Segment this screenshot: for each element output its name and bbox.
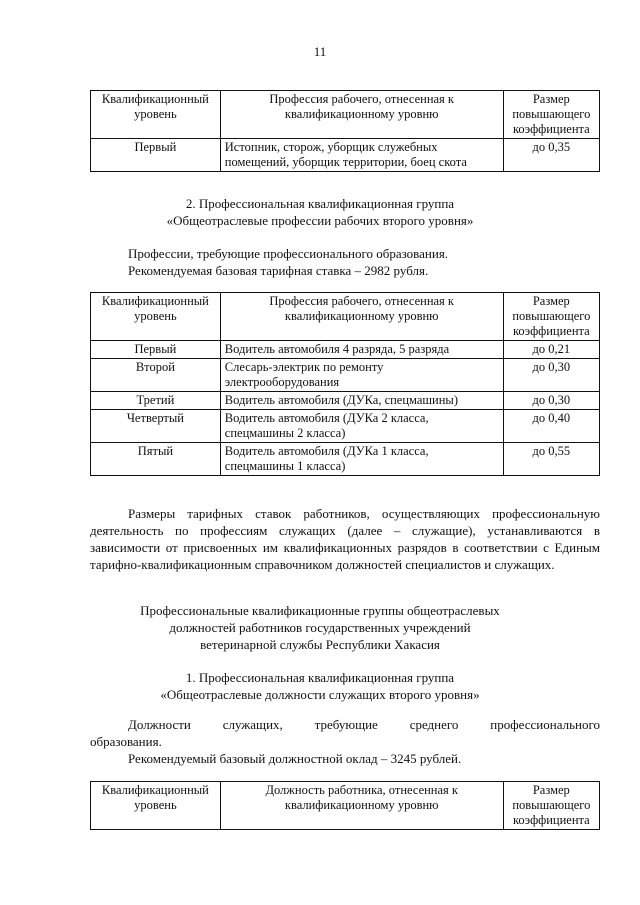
table-row bbox=[91, 359, 600, 392]
cell-coefficient: до 0,30 bbox=[503, 392, 599, 410]
table-row bbox=[91, 443, 600, 476]
word: служащих, bbox=[222, 717, 283, 732]
group2-desc-line2: Рекомендуемая базовая тарифная ставка – 2982 рубля. bbox=[128, 263, 429, 278]
cell-level: Третий bbox=[91, 392, 221, 410]
section-heading-line3: ветеринарной службы Республики Хакасия bbox=[200, 637, 440, 652]
cell-coefficient: до 0,40 bbox=[503, 410, 599, 443]
group1-heading bbox=[0, 669, 640, 703]
header-level: Квалификационный уровень bbox=[91, 293, 221, 341]
cell-level: Пятый bbox=[91, 443, 221, 476]
group1-desc-line3: Рекомендуемый базовый должностной оклад – 3245 рублей. bbox=[128, 751, 462, 766]
header-coefficient: Размер повышающего коэффициента bbox=[503, 91, 599, 139]
group1-desc-line1 bbox=[90, 716, 600, 733]
table-row bbox=[91, 139, 600, 172]
page-number: 11 bbox=[313, 44, 327, 59]
cell-profession: Водитель автомобиля (ДУКа, спецмашины) bbox=[220, 392, 503, 410]
section-heading-line1: Профессиональные квалификационные группы общеотраслевых bbox=[140, 603, 500, 618]
cell-level: Первый bbox=[91, 139, 221, 172]
header-coefficient: Размер повышающего коэффициента bbox=[503, 293, 599, 341]
cell-coefficient: до 0,55 bbox=[503, 443, 599, 476]
header-profession: Профессия рабочего, отнесенная к квалификационному уровню bbox=[220, 91, 503, 139]
table-header-row bbox=[91, 293, 600, 341]
cell-coefficient: до 0,21 bbox=[503, 341, 599, 359]
tariff-paragraph: Размеры тарифных ставок работников, осуществляющих профессиональную деятельность по профессиям служащих (далее – служащие), устанавливаются в зависимости от присвоенных им квалификационных разрядов в соответствии с Единым тарифно-квалификационным справочником должностей специалистов и служащих. bbox=[90, 506, 600, 572]
cell-level: Второй bbox=[91, 359, 221, 392]
group1-desc-line2: образования. bbox=[90, 734, 162, 749]
section-heading bbox=[0, 602, 640, 653]
group1-description bbox=[90, 716, 600, 767]
cell-coefficient: до 0,30 bbox=[503, 359, 599, 392]
cell-profession: Водитель автомобиля (ДУКа 2 класса, спецмашины 2 класса) bbox=[220, 410, 503, 443]
group2-desc-line1: Профессии, требующие профессионального образования. bbox=[128, 246, 449, 261]
cell-profession: Водитель автомобиля (ДУКа 1 класса, спецмашины 1 класса) bbox=[220, 443, 503, 476]
table-workers-level2 bbox=[90, 292, 600, 476]
table-header-row bbox=[91, 782, 600, 830]
group1-heading-line1: 1. Профессиональная квалификационная группа bbox=[185, 670, 455, 685]
group1-heading-line2: «Общеотраслевые должности служащих второго уровня» bbox=[160, 687, 480, 702]
word: профессионального bbox=[490, 717, 600, 732]
word: Должности bbox=[128, 717, 191, 732]
header-profession: Профессия рабочего, отнесенная к квалификационному уровню bbox=[220, 293, 503, 341]
table-employees-level2 bbox=[90, 781, 600, 830]
cell-profession: Водитель автомобиля 4 разряда, 5 разряда bbox=[220, 341, 503, 359]
table-row bbox=[91, 341, 600, 359]
header-position: Должность работника, отнесенная к квалификационному уровню bbox=[220, 782, 503, 830]
cell-level: Четвертый bbox=[91, 410, 221, 443]
header-level: Квалификационный уровень bbox=[91, 782, 221, 830]
word: требующие bbox=[314, 717, 378, 732]
table-row bbox=[91, 410, 600, 443]
group2-heading bbox=[0, 195, 640, 229]
cell-coefficient: до 0,35 bbox=[503, 139, 599, 172]
table-workers-level1 bbox=[90, 90, 600, 172]
table-row bbox=[91, 392, 600, 410]
cell-profession: Слесарь-электрик по ремонту электрооборудования bbox=[220, 359, 503, 392]
header-coefficient: Размер повышающего коэффициента bbox=[503, 782, 599, 830]
header-level: Квалификационный уровень bbox=[91, 91, 221, 139]
word: среднего bbox=[409, 717, 459, 732]
group2-description bbox=[90, 245, 600, 279]
cell-level: Первый bbox=[91, 341, 221, 359]
cell-profession: Истопник, сторож, уборщик служебных помещений, уборщик территории, боец скота bbox=[220, 139, 503, 172]
group2-heading-line1: 2. Профессиональная квалификационная группа bbox=[185, 196, 455, 211]
table-header-row bbox=[91, 91, 600, 139]
section-heading-line2: должностей работников государственных учреждений bbox=[169, 620, 471, 635]
group2-heading-line2: «Общеотраслевые профессии рабочих второго уровня» bbox=[166, 213, 474, 228]
